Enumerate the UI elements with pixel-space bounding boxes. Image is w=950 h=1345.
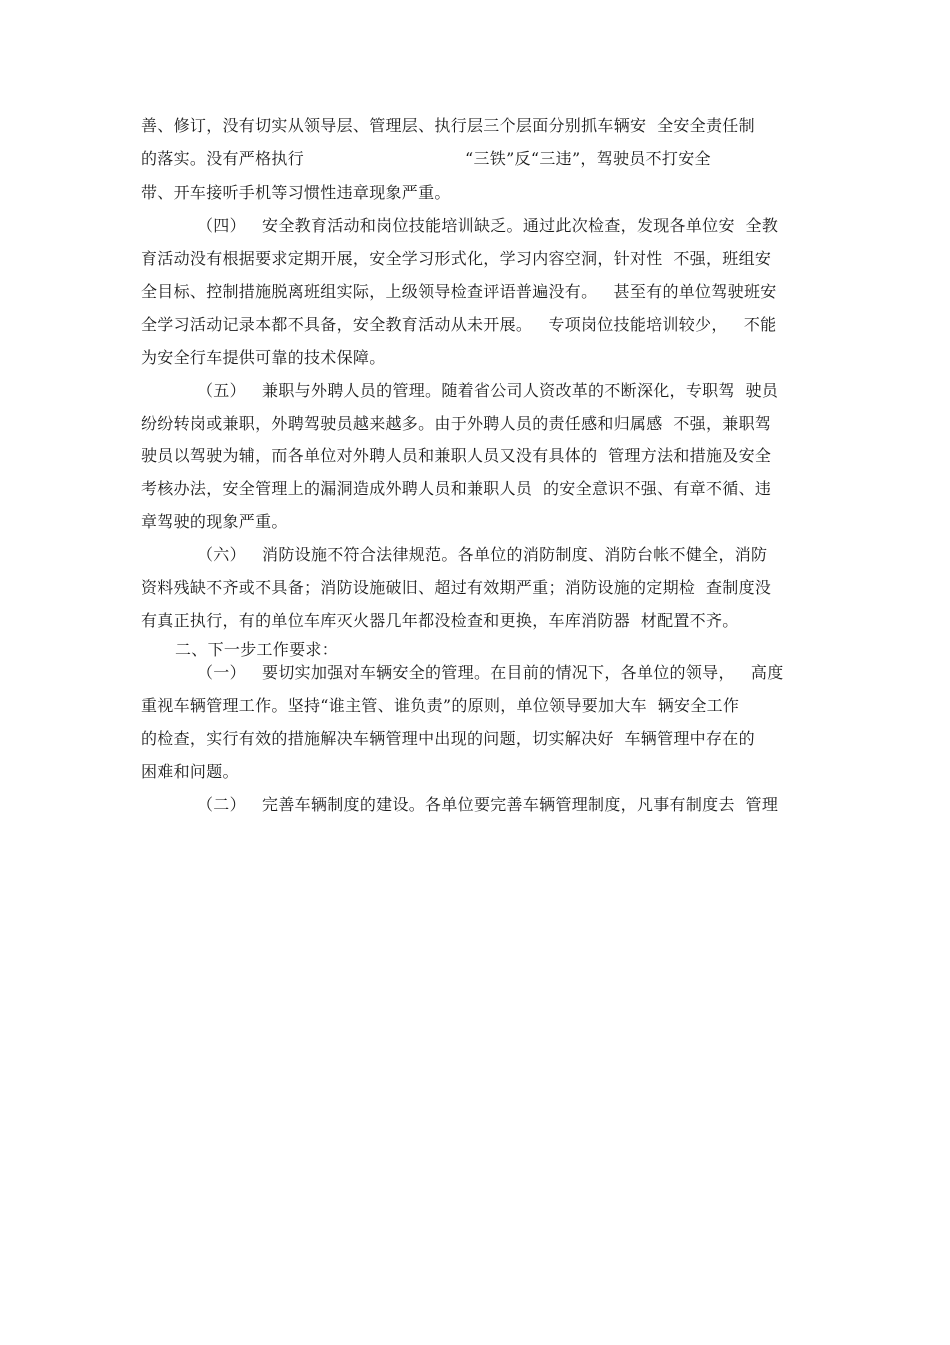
text-line: （六） 消防设施不符合法律规范。各单位的消防制度、消防台帐不健全，消防 bbox=[197, 545, 768, 564]
text-line: 的落实。没有严格执行 bbox=[141, 149, 305, 168]
text-line: 育活动没有根据要求定期开展，安全学习形式化，学习内容空洞，针对性 不强，班组安 bbox=[141, 249, 772, 268]
text-line: 为安全行车提供可靠的技术保障。 bbox=[141, 348, 386, 367]
text-line: 困难和问题。 bbox=[141, 762, 239, 781]
text-line: 驶员以驾驶为辅，而各单位对外聘人员和兼职人员又没有具体的 管理方法和措施及安全 bbox=[141, 446, 772, 465]
text-line: （一） 要切实加强对车辆安全的管理。在目前的情况下，各单位的领导， 高度 bbox=[197, 663, 784, 682]
text-line: （二） 完善车辆制度的建设。各单位要完善车辆管理制度，凡事有制度去 管理 bbox=[197, 795, 779, 814]
text-line: 的检查，实行有效的措施解决车辆管理中出现的问题，切实解决好 车辆管理中存在的 bbox=[141, 729, 755, 748]
text-line: “三铁”反“三违”，驾驶员不打安全 bbox=[465, 149, 711, 168]
text-line: 善、修订，没有切实从领导层、管理层、执行层三个层面分别抓车辆安 全安全责任制 bbox=[141, 116, 755, 135]
text-line: 重视车辆管理工作。坚持“谁主管、谁负责”的原则，单位领导要加大车 辆安全工作 bbox=[141, 696, 740, 715]
text-line: 章驾驶的现象严重。 bbox=[141, 512, 288, 531]
text-line: 考核办法，安全管理上的漏洞造成外聘人员和兼职人员 的安全意识不强、有章不循、违 bbox=[141, 479, 772, 498]
text-line: 资料残缺不齐或不具备；消防设施破旧、超过有效期严重；消防设施的定期检 查制度没 bbox=[141, 578, 772, 597]
text-line: （五） 兼职与外聘人员的管理。随着省公司人资改革的不断深化，专职驾 驶员 bbox=[197, 381, 779, 400]
section-heading: 二、下一步工作要求： bbox=[175, 640, 339, 659]
text-line: 纷纷转岗或兼职，外聘驾驶员越来越多。由于外聘人员的责任感和归属感 不强，兼职驾 bbox=[141, 414, 772, 433]
text-line: 全学习活动记录本都不具备，安全教育活动从未开展。 专项岗位技能培训较少， 不能 bbox=[141, 315, 777, 334]
text-line: 有真正执行，有的单位车库灭火器几年都没检查和更换，车库消防器 材配置不齐。 bbox=[141, 611, 739, 630]
text-line: 带、开车接听手机等习惯性违章现象严重。 bbox=[141, 183, 451, 202]
text-line: 全目标、控制措施脱离班组实际，上级领导检查评语普遍没有。 甚至有的单位驾驶班安 bbox=[141, 282, 777, 301]
text-line: （四） 安全教育活动和岗位技能培训缺乏。通过此次检查，发现各单位安 全教 bbox=[197, 216, 779, 235]
